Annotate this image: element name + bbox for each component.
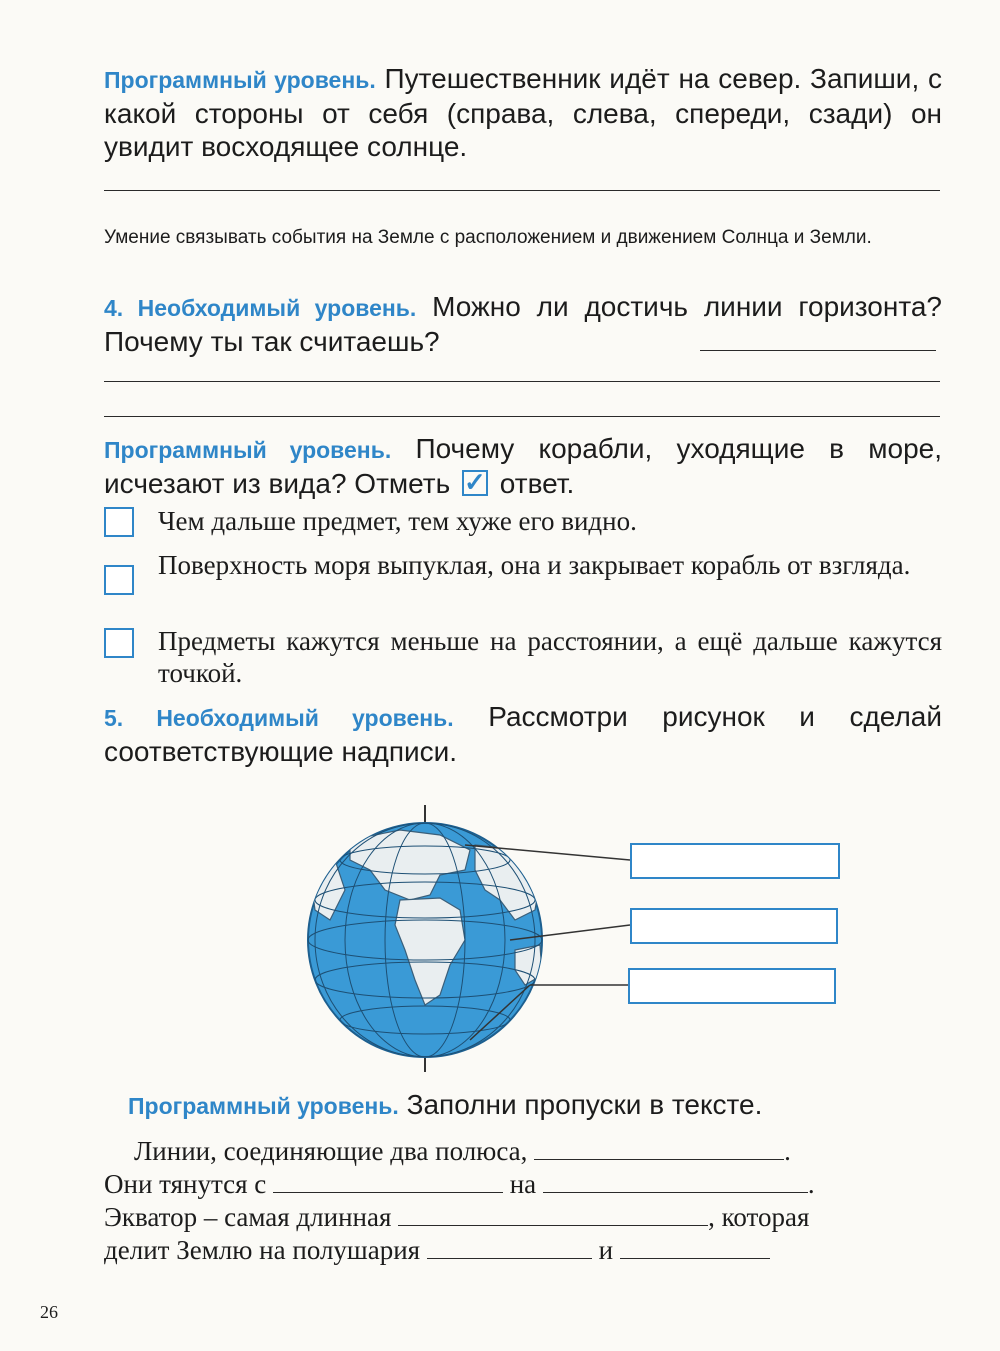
option-text-2: Поверхность моря выпуклая, она и закрывает корабль от взгляда. <box>158 550 911 580</box>
text-segment: Они тянутся с <box>104 1169 267 1199</box>
blank-field[interactable] <box>620 1236 770 1259</box>
task-text: Рассмотри рисунок и сделай соответствующие надписи. <box>104 701 942 767</box>
label-input-1[interactable] <box>630 843 840 879</box>
task-text: Путешественник идёт на север. Запиши, с какой стороны от себя (справа, слева, спереди, сзади) он увидит восходящее солнце. <box>104 63 942 162</box>
blank-field[interactable] <box>427 1236 592 1259</box>
option-checkbox-3[interactable] <box>104 628 134 658</box>
check-icon: ✓ <box>464 467 486 497</box>
skill-note: Умение связывать события на Земле с расположением и движением Солнца и Земли. <box>104 227 872 248</box>
level-label: Программный уровень. <box>128 1093 399 1119</box>
task4-program <box>104 432 942 500</box>
option-checkbox-2[interactable] <box>104 565 134 595</box>
blank-field[interactable] <box>273 1170 503 1193</box>
option-text-1: Чем дальше предмет, тем хуже его видно. <box>158 506 637 536</box>
blank-field[interactable] <box>398 1203 708 1226</box>
option-text-3: Предметы кажутся меньше на расстоянии, а ещё дальше кажутся точкой. <box>158 626 942 688</box>
level-label: Программный уровень. <box>104 437 392 463</box>
fill-line-2 <box>104 1168 942 1201</box>
dot-punct: . <box>807 1169 815 1199</box>
answer-line[interactable] <box>700 350 936 351</box>
fill-line-4 <box>104 1234 942 1267</box>
answer-line[interactable] <box>104 416 940 417</box>
answer-line[interactable] <box>104 190 940 191</box>
level-label: 4. Необходимый уровень. <box>104 295 417 321</box>
blank-field[interactable] <box>534 1137 784 1160</box>
text-segment: на <box>509 1169 537 1199</box>
blank-field[interactable] <box>543 1170 808 1193</box>
text-segment: делит Землю на полушария <box>104 1235 421 1265</box>
label-input-3[interactable] <box>628 968 836 1004</box>
answer-line[interactable] <box>104 381 940 382</box>
fill-line-1 <box>104 1135 942 1168</box>
level-label: Программный уровень. <box>104 67 376 93</box>
checkbox-sample-icon <box>462 467 488 497</box>
option-checkbox-1[interactable] <box>104 507 134 537</box>
text-segment: Линии, соединяющие два полюса, <box>134 1136 528 1166</box>
label-input-2[interactable] <box>630 908 838 944</box>
task5-program <box>104 1088 942 1123</box>
task-text: Заполни пропуски в тексте. <box>406 1089 763 1120</box>
dot-punct: . <box>784 1136 791 1166</box>
text-segment: и <box>598 1235 614 1265</box>
level-label: 5. Необходимый уровень. <box>104 705 454 731</box>
fill-line-3 <box>104 1201 942 1234</box>
task4 <box>104 290 942 358</box>
page-number: 26 <box>40 1302 58 1322</box>
task5 <box>104 700 942 768</box>
task3-program <box>104 62 942 163</box>
text-segment: Экватор – самая длинная <box>104 1202 392 1232</box>
task-text: Можно ли достичь линии горизонта? Почему ты так считаешь? <box>104 291 942 357</box>
text-segment: , которая <box>708 1202 810 1232</box>
task-text: Почему корабли, уходящие в море, исчезают из вида? Отметь <box>104 433 943 499</box>
task-text: ответ. <box>499 468 575 499</box>
